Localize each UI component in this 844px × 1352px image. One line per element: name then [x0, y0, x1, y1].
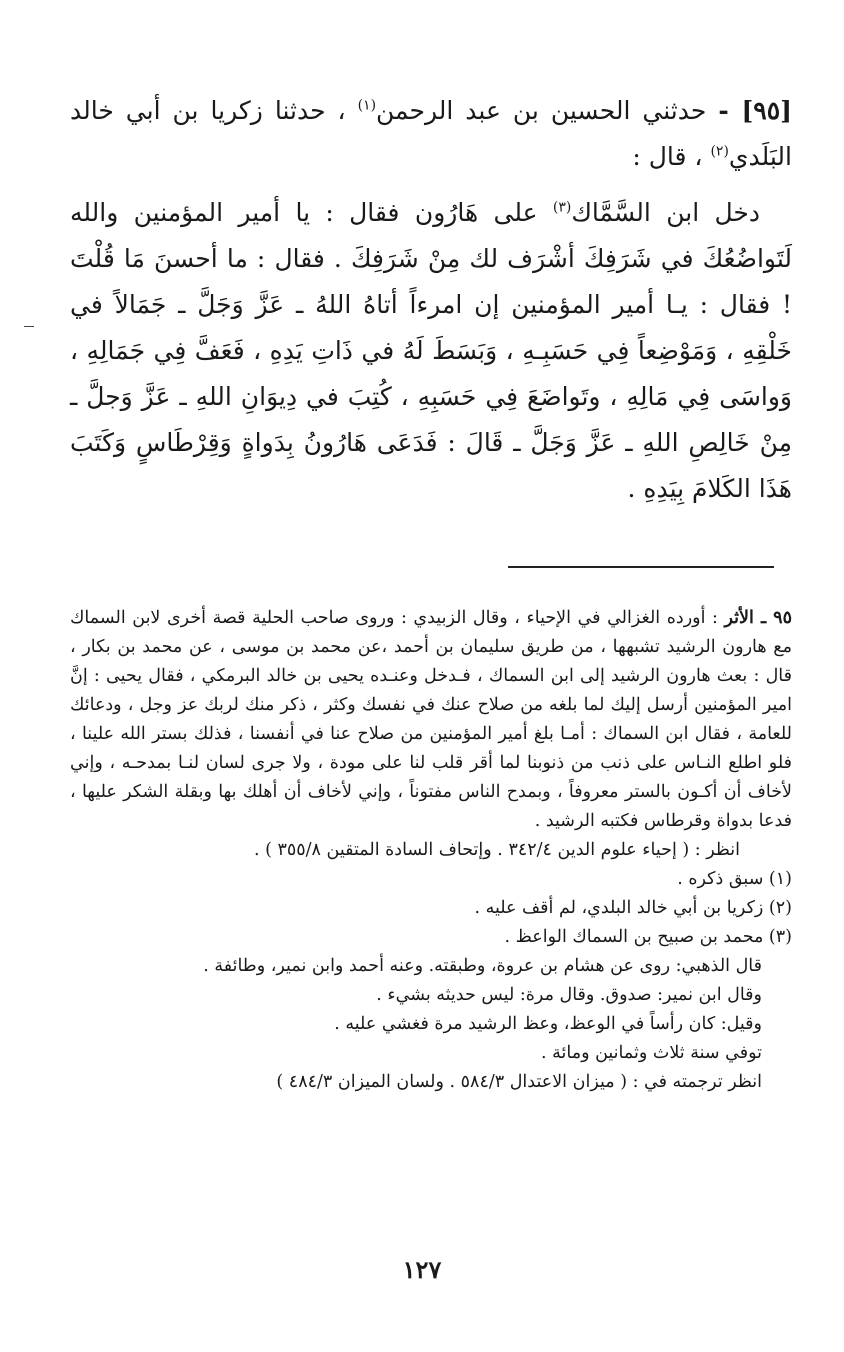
footnote-3-line: توفي سنة ثلاث وثمانين ومائة .	[540, 1043, 762, 1063]
footnote-divider	[508, 566, 774, 568]
athar-note	[70, 604, 792, 836]
isnad-text-mid: ، حدثنا زكريا بن أبي خالد البَلَدي	[70, 96, 792, 171]
footnote-3-line: وقال ابن نمير: صدوق. وقال مرة: ليس حديثه بشيء .	[376, 985, 762, 1005]
footnotes	[70, 604, 792, 1097]
matn-text: على هَارُون فقال : يا أمير المؤمنين والله لَتَواضُعُكَ في شَرَفِكَ أشْرَف لك مِنْ شَرَفِكَ . فقال : ما أحسنَ مَا قُلْتَ ! فقال : يـا أمير المؤمنين إن امرءاً أتاهُ اللهُ ـ عَزَّ وَجَلَّ ـ جَمَالاً في خَلْقِهِ ، وَمَوْضِعاً فِي حَسَبِـهِ ، وَبَسَطَ لَهُ في ذَاتِ يَدِهِ ، فَعَفَّ فِي جَمَالِهِ ، وَواسَى فِي مَالِهِ ، وتَواضَعَ فِي حَسَبِهِ ، كُتِبَ في دِيوَانِ اللهِ ـ عَزَّ وَجلَّ ـ مِنْ خَالِصِ اللهِ ـ عَزَّ وَجَلَّ ـ قَالَ : فَدَعَى هَارُونُ بِدَواةٍ وَقِرْطَاسٍ وَكَتَبَ هَذَا الكَلامَ بِيَدِهِ .	[70, 198, 792, 503]
margin-mark	[24, 326, 34, 327]
footnote-3-line: قال الذهبي: روى عن هشام بن عروة، وطبقته. وعنه أحمد وابن نمير، وطائفة .	[203, 956, 762, 976]
footnote-ref-3: (٣)	[552, 199, 572, 216]
matn-start: دخل ابن السَّمَّاك	[571, 198, 761, 227]
hadith-number: [٩٥] -	[718, 96, 792, 125]
footnote-1: (١) سبق ذكره .	[677, 869, 792, 889]
isnad-text-end: ، قال :	[632, 142, 711, 171]
footnote-3-line: انظر ترجمته في : ( ميزان الاعتدال ٥٨٤/٣ . ولسان الميزان ٤٨٤/٣ )	[276, 1072, 762, 1092]
hadith-isnad	[70, 88, 792, 180]
page-number: ١٢٧	[402, 1255, 442, 1284]
hadith-matn	[70, 190, 792, 512]
footnote-ref-1: (١)	[357, 97, 377, 114]
athar-reference: انظر : ( إحياء علوم الدين ٣٤٢/٤ . وإتحاف السادة المتقين ٣٥٥/٨ ) .	[253, 840, 740, 860]
footnote-2: (٢) زكريا بن أبي خالد البلدي، لم أقف عليه .	[474, 898, 792, 918]
footnote-3-line: وقيل: كان رأساً في الوعظ، وعظ الرشيد مرة فغشي عليه .	[334, 1014, 762, 1034]
isnad-text: حدثني الحسين بن عبد الرحمن	[376, 96, 719, 125]
main-text	[70, 88, 792, 512]
athar-label: ٩٥ ـ الأثر	[724, 608, 792, 628]
footnote-ref-2: (٢)	[710, 143, 729, 160]
athar-text: : أورده الغزالي في الإحياء ، وقال الزبيدي : وروى صاحب الحلية قصة أخرى لابن السماك مع هارون الرشيد تشبهها ، من طريق سليمان بن أحمد ،عن محمد بن موسى ، عن محمد بن بكار ، قال : بعث هارون الرشيد إلى ابن السماك ، فـدخل وعنـده يحيى بن خالد البرمكي ، فقال يحيى : إنَّ امير المؤمنين أرسل إليك لما بلغه من صلاح عنك في نفسك وكثر ، ذكر منك لربك عز وجل ، ودعائك للعامة ، فقال ابن السماك : أمـا بلغ أمير المؤمنين من صلاح عنا في أنفسنا ، فذلك بستر الله علينا ، فلو اطلع النـاس على ذنب من ذنوبنا لما أقر قلب لنا على مودة ، ولا جرى لسان لنـا بمدحـه ، وإني لأخاف أن أكـون بالستر معروفاً ، وبمدح الناس مفتوناً ، وإني لأخاف أن أهلك بها وبقلة الشكر عليها ، فدعا بدواة وقرطاس فكتبه الرشيد .	[70, 608, 792, 831]
footnote-3: (٣) محمد بن صبيح بن السماك الواعظ .	[504, 927, 792, 947]
